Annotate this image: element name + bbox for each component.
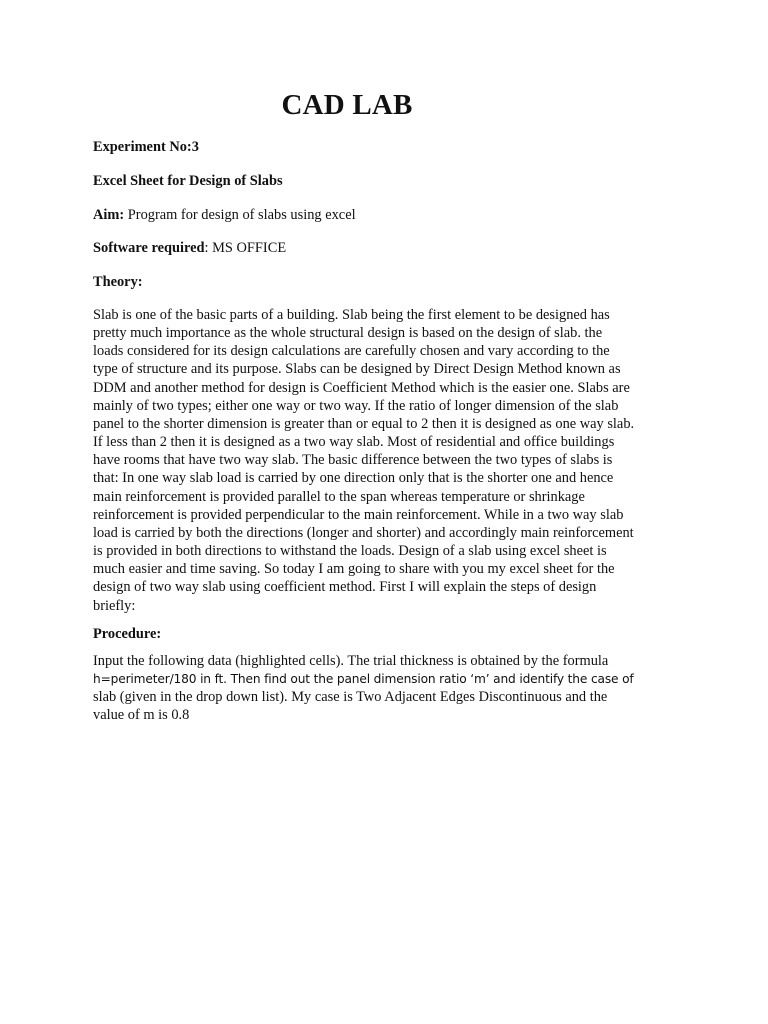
paragraph-line: loads considered for its design calculations are carefully chosen and vary according to the	[93, 343, 610, 360]
paragraph-line: mainly of two types; either one way or two way. If the ratio of longer dimension of the slab	[93, 397, 619, 414]
paragraph-line: value of m is 0.8	[93, 707, 190, 724]
aim-line	[93, 206, 356, 224]
paragraph-line: type of structure and its purpose. Slabs can be designed by Direct Design Method known as	[93, 361, 621, 378]
paragraph-line: h=perimeter/180 in ft. Then find out the panel dimension ratio ‘m’ and identify the case of	[93, 672, 634, 687]
paragraph-line: panel to the shorter dimension is greater than or equal to 2 then it is designed as one way slab.	[93, 415, 635, 432]
software-text: : MS OFFICE	[204, 240, 287, 256]
procedure-paragraph	[93, 652, 683, 725]
paragraph-line: Slab is one of the basic parts of a building. Slab being the first element to be designed has	[93, 307, 610, 323]
paragraph-line: load is carried by both the directions (longer and shorter) and accordingly main reinforcement	[93, 524, 634, 541]
paragraph-line: that: In one way slab load is carried by one direction only that is the shorter one and hence	[93, 470, 614, 487]
paragraph-line: If less than 2 then it is designed as a two way slab. Most of residential and office buildings	[93, 434, 615, 451]
paragraph-line: much easier and time saving. So today I am going to share with you my excel sheet for the	[93, 561, 615, 578]
document-subtitle: Excel Sheet for Design of Slabs	[93, 173, 283, 189]
paragraph-line: slab (given in the drop down list). My case is Two Adjacent Edges Discontinuous and the	[93, 689, 608, 706]
aim-label: Aim:	[93, 207, 125, 223]
paragraph-line: briefly:	[93, 597, 136, 614]
paragraph-line: reinforcement is provided perpendicular to the main reinforcement. While in a two way slab	[93, 506, 624, 523]
paragraph-line: Input the following data (highlighted cells). The trial thickness is obtained by the formula	[93, 653, 609, 669]
theory-heading: Theory:	[93, 274, 143, 290]
experiment-number: Experiment No:3	[93, 139, 199, 155]
paragraph-line: pretty much importance as the whole structural design is based on the design of slab. the	[93, 325, 603, 342]
aim-text: Program for design of slabs using excel	[124, 207, 356, 223]
procedure-heading: Procedure:	[93, 626, 162, 642]
theory-paragraph	[93, 306, 683, 615]
paragraph-line: is provided in both directions to withstand the loads. Design of a slab using excel sheet is	[93, 543, 607, 560]
software-line	[93, 239, 286, 257]
paragraph-line: DDM and another method for design is Coefficient Method which is the easier one. Slabs are	[93, 379, 630, 396]
paragraph-line: design of two way slab using coefficient method. First I will explain the steps of design	[93, 579, 597, 596]
page-title: CAD LAB	[281, 89, 413, 121]
paragraph-line: main reinforcement is provided parallel to the span whereas temperature or shrinkage	[93, 488, 585, 505]
software-label: Software required	[93, 240, 205, 256]
paragraph-line: have rooms that have two way slab. The basic difference between the two types of slabs is	[93, 452, 613, 469]
